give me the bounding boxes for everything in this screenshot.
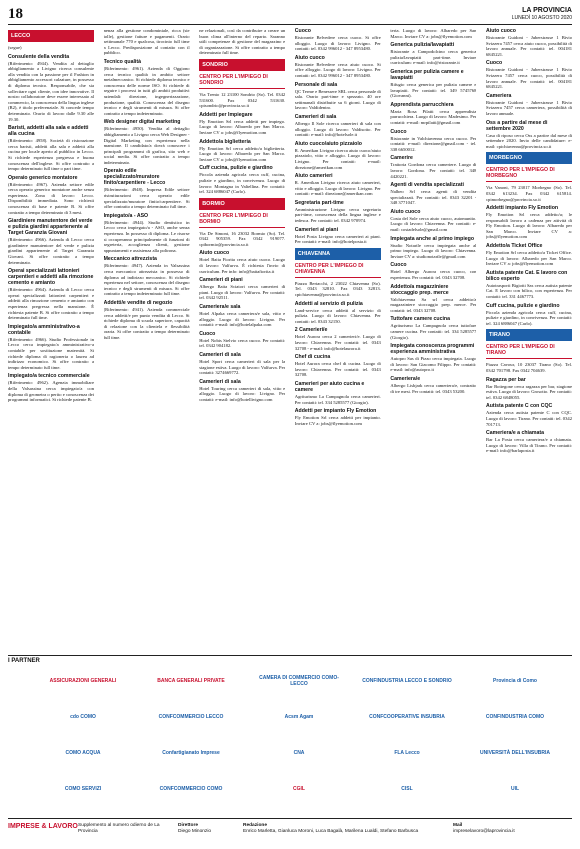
partner-logo: COMO ACQUA <box>65 750 101 756</box>
column-4 <box>295 28 381 651</box>
job-description: R. Amerikan Livigno ricerca aiuto camerieri, vitto e alloggio. Luogo di lavoro: Livigno. Per contatti: e-mail: direzione@amerikan.com <box>294 180 381 197</box>
job-title: Autista patente Cat. E lavoro con bilico esperto <box>486 269 568 282</box>
job-title: Cameriera/e a chiamata <box>486 430 544 437</box>
job-description: Ristorante Belvedere cerca cuoco. Si offre alloggio. Luogo di lavoro: Livigno. Per contatti: tel. 0342 996012 - 347 8953480. <box>294 35 381 52</box>
job-description: (Riferimento: 4966). Studio Professionale in Lecco cerca impiegato/a amministrativo-a contabile per sostituzione maternità. Si richiede diploma di ragioneria o laurea ad indirizzo economico. Si offre contratto a tempo determinato full time. <box>8 336 94 370</box>
job-description: Hotel Nobis Stelvio cerca cuoco. Per contatti: tel. 0342 904182. <box>199 337 286 349</box>
column-1 <box>8 28 94 651</box>
job-title: Cameriera/e sala <box>199 304 241 311</box>
job-description: Via De Simoni, 16 23032 Bormio (So). Tel. 0342 905359. Fax 0342 919077. cpibormio@provincia.so.it <box>199 230 286 247</box>
job-description: Piazza Bertacchi, 2 23022 Chiavenna (So). Tel. 0343 32810. Fax 0343 32813. cpichiavenna@provincia.so.it <box>294 280 381 298</box>
job-title: Cameriera/e <box>390 375 421 382</box>
job-title: Impiegato/a tecnico commerciale <box>8 373 90 380</box>
job-description: Piazza Cavour, 10 23037 Tirano (So). Tel. 0342 701798. Fax 0342 704639. <box>486 362 572 373</box>
partner-logo: cdo COMO <box>70 714 96 720</box>
job-title: Apprendista parrucchiera <box>390 101 454 108</box>
footer-editor: Enrico Marletta, Gianluca Moroni, Luca Bagalà, Marilena Lualdi, Stefano Barbusca <box>243 829 419 834</box>
footer-editor-label: Redazione <box>243 823 267 828</box>
employment-center-title: CENTRO PER L'IMPIEGO DI CHIAVENNA <box>294 262 364 275</box>
job-title: Ragazza per bar <box>486 376 526 383</box>
section-rule <box>199 88 285 89</box>
job-description: Hotel Sport cerca camerieri di sala per la stagione estiva. Luogo di lavoro: Valfurva. Per contatti: 3274669772. <box>199 359 286 376</box>
job-description: Agriturismo La Campagnola cerca camerieri. Per contatti: tel. 334 5285577 (Giorgio). <box>294 393 381 405</box>
job-description: (Riferimento: 4941). Azienda commerciale cerca addetti/e per punto vendita di Lecco. Si richiede diploma di scuola superiore, capacità di relazione con la clientela e flessibilità oraria. Si offre contratto a tempo determinato full time. <box>103 306 190 340</box>
job-title: Aiuto cuoco <box>486 28 516 34</box>
job-title: Addetti per Impiegare <box>199 111 253 118</box>
job-title: Web designer digital marketing <box>103 119 181 126</box>
job-title: Impiegata conoscenza programmi esperienza amministrativa <box>390 343 475 356</box>
job-title: Addetto/a Ticket Office <box>486 243 543 250</box>
job-description: Fly Emotion Srl cerca addetto/a Ticket Office. Luogo di lavoro: Albaredo per San Marco. Inviare CV a: jobs@flyemotion.com <box>486 250 572 267</box>
job-title: Addetti impianto Fly Emotion <box>486 205 559 212</box>
section-rule <box>295 277 381 278</box>
job-title: Cuoco <box>294 28 311 34</box>
partner-logo: CAMERA DI COMMERCIO COMO-LECCO <box>259 675 339 687</box>
job-description: (Riferimento: 4944). Vendita al dettaglio abbigliamento a Livigno ricerca consulente alla vendita con la passione per il Fashion in abbigliamento accessori calzature, in possesso di diploma tecnico. Responsabile, che sia sollecitare ogni cliente, con idee innovative. Il nostro collaboratore deve essere interessato al commercio, la conoscenza della lingua inglese (B2), è titolo preferenziale. Si concede tempo determinato. Orario di lavoro dalle 9.30 alle 19.30. <box>8 60 94 122</box>
job-title: Generica per pulizia camere e lavapiatti <box>390 68 464 81</box>
job-description: Via Trento 12 23100 Sondrio (So). Tel. 0342 531600. Fax 0342 531630. cpisondrio@provincia.so.it <box>199 91 286 109</box>
job-description: Hotel Aurora cerca 2 camerieri/e. Luogo di lavoro: Chiavenna. Per contatti: tel. 0343 32708 - e-mail: info@hotelaurora.it <box>294 334 381 351</box>
column-3 <box>199 28 285 651</box>
job-title: Camerieri ai piani <box>294 226 339 233</box>
partner-logo: Provincia di Como <box>493 678 537 684</box>
job-description: Land-service cerca addetti al servizio di pulizia. Luogo di lavoro: Chiavenna. Per contatti: tel. 0343 32150. <box>294 307 381 324</box>
job-title: 2 Camerieri/e <box>294 327 328 334</box>
job-title: Generica pulizia/lavapiatti <box>390 42 455 49</box>
job-title: Operai specializzati lattonieri carpentieri e addetti alla rimozione cemento e amianto <box>8 268 94 287</box>
job-title: Autista patente C con CQC <box>486 403 553 410</box>
job-description: (Riferimento: 4947). Azienda in Valsassina cerca meccanico attrezzista in possesso di diploma ad indirizzo meccanico. Si richiede esperienza nel settore, conoscenza del disegno tecnico e degli strumenti di misura. Si offre contratto a tempo indeterminato full time. <box>103 263 190 297</box>
job-description: Hotel Aurora cerca chef di cucina. Luogo di lavoro: Chiavenna. Per contatti: tel. 0343 32708. <box>294 361 381 378</box>
job-description: QC Terme e Benessere SRL cerca personale di sala. Orario part-time e spezzato. 40 ore settimanali distribuite su 6 giorni. Luogo di lavoro: Valdidentro. <box>294 88 381 111</box>
job-title: Addetti per impianto Fly Emotion <box>294 408 377 415</box>
job-title: Tecnico qualità <box>103 58 141 65</box>
job-description: nenza alla gestione condominiale, ricca (sie tolle), gestione fatture e pagamenti. Orario settimanale 770 e qualcosa, tirocinio full time a Lecco. Predisposizione al contatto con il pubblico. <box>103 28 190 56</box>
partner-logo: FLA Lecco <box>394 750 420 756</box>
footer-brand: IMPRESE & LAVORO <box>8 823 78 830</box>
section-banner: BORMIO <box>199 198 285 210</box>
job-description: Valchiavenna Sa srl cerca addetto/a magazziniere stoccaggio prep. merce. Per contatti: tel. 0343 32708. <box>390 296 477 313</box>
job-title: Addetto/a magazziniere stoccaggio prep. merce <box>390 283 449 296</box>
job-title: Addetti al servizio di pulizia <box>294 300 363 307</box>
partners-section <box>8 655 572 816</box>
newspaper-name: LA PROVINCIA <box>522 7 572 14</box>
footer-director-label: Direttore <box>178 823 198 828</box>
job-description: Via Vanoni, 79 23017 Morbegno (So). Tel. 0342 613234. Fax 0342 615814. cpimorbegno@provincia.so.it <box>486 185 572 202</box>
job-description: (Riferimento: 4948). Impresa Edile settore ristrutturazioni cerca operaio edile specializzato/muratore finito/carpentiere. Si offre contratto a tempo determinato full time. <box>103 187 190 210</box>
job-description: Ristorante Guidoni - Juberstrasse 1 Bivio Svizzera 7457 cerca cameriera, possibilità di lavoro annuale. <box>486 99 572 116</box>
job-title: Segretaria part-time <box>294 199 344 206</box>
job-description: Piccola azienda agricola cerca cuff, cucina, pulizie e giardino, in convivenza. Per contatti: tel. 324 6886047 (Carlo). <box>486 309 572 326</box>
section-banner: CHIAVENNA <box>295 248 381 260</box>
job-title: Consulente della vendita <box>8 53 70 60</box>
partners-title: I PARTNER <box>8 658 40 664</box>
partner-logo: Acsm Agam <box>284 714 314 720</box>
job-description: Agriturismo La Campagnola cerca tuttofare camere cucina. Per contatti: tel. 334 5285577 (Giorgio). <box>390 323 477 340</box>
section-banner: SONDRIO <box>199 59 285 71</box>
page-footer <box>8 818 572 845</box>
job-title: Camerieri di sala <box>199 352 241 358</box>
job-description: Amministrazione Livigno cerca segretaria part-time, conoscenza della lingua inglese e tedesca. Per contatti: tel. 0342 970974. <box>294 206 381 224</box>
section-banner: TIRANO <box>486 329 572 341</box>
job-title: Cuoco <box>390 262 407 269</box>
job-title: Impiegata anche al primo impiego <box>390 235 474 242</box>
job-title: Meccanico attrezzista <box>103 256 157 263</box>
partner-logo: CONFINDUSTRIA LECCO E SONDRIO <box>362 678 452 684</box>
job-description: (Riferimento: 4961). Azienda di Oggiono cerca tecnico qualità in ambito settore metalmeccanico. Si richiede diploma tecnico e conoscenza delle norme ISO. Si richiede di seguire i processi in tutti gli ambiti produttivi aziendali: direzione, ingegnerizzazione, produzione, qualità. Conoscenza del disegno tecnico e degli strumenti di misura. Si offre contratto a tempo indeterminato. <box>103 65 190 116</box>
partner-logo: CGIL <box>293 786 305 792</box>
job-title: Camerire <box>390 155 413 162</box>
job-description: R. Amerikan Livigno ricerca aiuto cuoco/aiuto pizzaiolo, vitto e alloggio. Luogo di lavoro: Livigno. Per contatti: e-mail: direzione@amerikan.com <box>294 147 381 170</box>
job-description: Ristorante Belvedere cerca aiuto cuoco. Si offre alloggio. Luogo di lavoro: Livigno. Per contatti: tel. 0342 996012 - 347 8953480. <box>294 61 381 78</box>
partner-logo: UNIVERSITÀ DELL'INSUBRIA <box>479 750 551 756</box>
job-description: Autopro Sas di Pizzo cerca impiegata. Luogo di lavoro: San Giacomo Filippo. Per contatti: e-mail: info@autopro.it <box>390 356 477 373</box>
job-title: Aiuto cuoco <box>199 250 230 257</box>
listings-columns <box>8 28 572 651</box>
job-title: Chef di cucina <box>294 354 331 361</box>
partner-logo: UIL <box>510 786 520 792</box>
job-description: Fly Emotion Srl cerca addetto/a; le responsabili lavoro a cadenza per attività di Fly Emotion. Luogo di lavoro: Albaredo per San Marco. Inviare CV a: jobs@flyemotion.com <box>486 212 572 240</box>
job-description: Studio Notarile cerca impiegata anche al primo impiego. Luogo di lavoro: Chiavenna. Inviare CV a: studionotarile@gmail.com <box>390 242 477 259</box>
section-banner: LECCO <box>8 30 94 42</box>
job-title: Oss a partire dal mese di settembre 2020 <box>486 119 548 132</box>
column-5 <box>390 28 476 651</box>
job-title: Cuoco <box>390 128 407 135</box>
job-title: Giardiniere manutentore del verde e pulizia giardini appartenente al Target Garanzia Giovani <box>8 218 93 237</box>
job-description: Maria Rosa Pilatti cerca apprendista parrucchiera. Luogo di lavoro: Madesimo. Per contatti: e-mail: mrpilatti@gmail.com <box>390 108 477 125</box>
partner-logo: BANCA GENERALI PRIVATE <box>157 678 225 684</box>
partner-logo: CNA <box>293 750 305 756</box>
job-description: (Riferimento: 4944). Studio dentistico in Lecco cerca impiegato/a - ASO, anche senza esperienza. In possesso di diploma. Le risorse si occuperanno principalmente di funzioni di segreteria, accoglienza clienti, gestione appuntamenti e assistenza alla poltrona. <box>103 219 190 253</box>
job-title: Personale di sala <box>294 81 338 88</box>
page-header <box>8 6 572 26</box>
job-description: Ristorante in Valchiavenna cerca cuoco. Per contatti: e-mail: direzione@gmail.com - tel. 338 6650012. <box>390 135 477 152</box>
job-title: Agenti di vendita specializzati <box>390 182 464 189</box>
job-title: Camerieri di sala <box>199 378 241 385</box>
job-description: teria. Luogo di lavoro: Albaredo per San Marco. Inviare CV a: jobs@flyemotion.com <box>390 28 477 39</box>
footer-director: Diego Minonzio <box>178 829 212 834</box>
footer-mail[interactable]: impreselavoro@laprovincia.it <box>453 829 515 834</box>
job-description: Autotrasporti Bigiotti Sas cerca autista patente Cat. E lavoro con bilico, con esperienza. Per contatti: tel. 331 4467773. <box>486 282 572 300</box>
job-description: (Riferimento: 4966). Azienda di Lecco cerca giardiniere manutentore del verde e pulizia giardini appartenente al Target Garanzia Giovani. Si offre contratto a tempo determinato. <box>8 237 94 265</box>
job-description: (Riferimento: 4964). Azienda di Lecco cerca operai specializzati lattonieri carpentieri e addetti alla rimozione cemento e amianto con esperienza pregressa nella mansione. È richiesta patente B. Si offre contratto a tempo determinato full time. <box>8 287 94 321</box>
job-description: Bar Bottegone cerca ragazza per bar, stagione estiva. Luogo di lavoro: Grosotto. Per contatti: tel. 0342 6848055. <box>486 383 572 400</box>
job-description: (Riferimento: 4962). Agenzia immobiliare della Valsassina cerca impiegato/a con diploma di geometra o perito e conoscenza dei programmi informatici. Si richiede patente B. <box>8 380 94 403</box>
footer-mail-label: Mail <box>453 823 463 828</box>
job-description: Trattoria Gordona cerca cameriere. Luogo di lavoro: Gordona. Per contatti: tel. 348 4420221. <box>390 162 477 179</box>
job-title: Aiuto cuoco <box>390 208 421 215</box>
job-title: Aiuto cuoco <box>294 54 325 61</box>
job-title: Aiuto cuoco/aiuto pizzaiolo <box>294 140 362 147</box>
job-description: Albergo Baita Sciatori cerca camerieri di piani. Luogo di lavoro: Valfurva. Per contatti: tel. 0342 92511. <box>199 284 286 301</box>
issue-date: LUNEDÌ 10 AGOSTO 2020 <box>511 15 572 21</box>
job-title: Operaio generico montatore <box>8 174 78 181</box>
job-title: Impiegato/a amministrativo-a contabile <box>8 323 80 336</box>
partner-logo: CISL <box>401 786 413 792</box>
column-6 <box>486 28 572 651</box>
partner-logo: ASSICURAZIONI GENERALI <box>49 678 117 684</box>
partner-logo: Confartigianato Imprese <box>162 750 220 756</box>
employment-center-title: CENTRO PER L'IMPIEGO DI BORMIO <box>199 212 268 225</box>
job-title: Cuoco <box>486 60 503 67</box>
employment-center-title: CENTRO PER L'IMPIEGO DI TIRANO <box>486 344 555 357</box>
partner-logo: CONFCOMMERCIO LECCO <box>158 714 224 720</box>
job-title: Addetto/a biglietteria <box>199 138 251 145</box>
page-number: 18 <box>8 6 23 22</box>
header-divider <box>8 24 572 25</box>
partner-logo: CONFCOMMERCIO COMO <box>159 786 223 792</box>
job-title: Impiegato/a - ASO <box>103 212 149 219</box>
job-description: Hotel Baita Fiorita cerca aiuto cuoco. Luogo di lavoro: Valfurva. È richiesta l'invio di curriculum. Per info: info@baitafiorita.it <box>199 257 286 274</box>
job-description: Piccola azienda agricola cerca cuff, cucina, pulizie e giardino, in convivenza. Luogo di lavoro: Montagna in Valtellina. Per contatti: tel. 324 6886047 (Carlo). <box>199 172 286 195</box>
job-description: (Riferimento: 4958). Società di ristorazione cerca baristi, addetti alla sala e addetti alla cucina per locale aperto al pubblico in Lecco. Si richiede esperienza pregressa e buona conoscenza dell'inglese. Si offre contratto a tempo determinato full time o part time. <box>8 138 94 172</box>
job-description: Fly Emotion Srl cerca addetto/a biglietteria. Luogo di lavoro: Albaredo per San Marco. Inviare CV a: jobs@flyemotion.com <box>199 145 286 162</box>
job-title: Aiuto camerieri <box>294 173 333 180</box>
job-title: Cuff cucina, pulizie e giardino <box>199 165 273 172</box>
job-description: Bar La Posta cerca cameriera/e a chiamata. Luogo di lavoro: Villa di Tirano. Per contatti: e-mail: info@barlaposta.it <box>486 437 572 454</box>
job-description: (Riferimento: 4967). Azienda settore edile cerca operaio generico montatore anche senza esperienza. Zona di lavoro: Lecco. Disponibilità immediata. Sono richiesti conoscenza di base e patente B. Si offre contratto a tempo determinato di 3 mesi. <box>8 181 94 215</box>
job-title: Tuttofare camere cucina <box>390 316 450 323</box>
column-2 <box>104 28 190 651</box>
job-description: Ristorante Guidoni - Juberstrasse 1 Bivio Svizzera 7457 cerca aiuto cuoco, possibilità di lavoro annuale. Per contatti: tel. 004181 6845221. <box>486 35 572 57</box>
employment-center-title: CENTRO PER L'IMPIEGO DI SONDRIO <box>199 73 268 86</box>
job-title: Cuoco <box>199 330 216 337</box>
job-description: Hotel Touring cerca camerieri di sala, vitto e alloggio. Luogo di lavoro: Livigno. Per contatti: e-mail: info@hotellivigno.com <box>199 385 286 402</box>
footer-supplement: Supplemento al numero odierno de La Provincia <box>78 823 160 834</box>
job-description: Hotel Alpaka cerca cameriera/e sala, vitto e alloggio. Luogo di lavoro: Livigno. Per contatti: e-mail: info@hotelalpaka.com <box>199 311 286 328</box>
job-description: Ristorante a Campodolcino cerca generica pulizia/lavapiatti part-time. Inviare curriculum: e-mail: info@ristorante.it <box>390 49 477 66</box>
job-title: Operaio edile specializzato/muratore finito/carpentiere - Lecco <box>103 168 166 187</box>
partner-logo: CONFCOOPERATIVE INSUBRIA <box>369 714 445 720</box>
job-title: Camerieri di sala <box>294 113 337 120</box>
job-description: Nalbeo Srl cerca agenti di vendita specializzati. Per contatti: tel. 0343 32201 - 348 3771047. <box>390 189 477 206</box>
job-description: Fly Emotion Srl cerca addetti per impianto. Inviare CV a: jobs@flyemotion.com <box>294 415 381 426</box>
job-title: Addetti/e vendite di negozio <box>103 299 173 306</box>
job-description: Hotel Posta Livigno cerca camerieri ai piani. Per contatti: e-mail: info@hotelposta.it <box>294 233 381 245</box>
job-description: Casa di riposo cerca Oss a partire dal mese di settembre 2020. Invio delle candidature: e-mail: cpichiavenna@provincia.so.it <box>486 132 572 149</box>
job-description: (Riferimento: 4950). Vendita al dettaglio abbigliamento a Livigno cerca Web Designer - Digital Marketing con esperienza nella mansione. Il candidato/a dovrà conoscere i principali programmi di grafica, sito web e social media. Si offre contratto a tempo indeterminato. <box>103 126 190 165</box>
job-description: Azienda cerca autista patente C con CQC. Luogo di lavoro: Tirano. Per contatti: tel. 0342 701713. <box>486 410 572 427</box>
job-title: Cameriera <box>486 92 512 99</box>
job-description: Ristorante Guidoni - Juberstrasse 1 Bivio Svizzera 7457 cerca cuoco, possibilità di lavoro annuale. Per contatti: tel. 004181 6845221. <box>486 67 572 90</box>
section-rule <box>199 227 285 228</box>
job-description: Costa del Sole cerca aiuto cuoco, automunito. Luogo di lavoro: Chiavenna. Per contatti: e-mail: costadelsole@gmail.com <box>390 215 477 233</box>
job-title: Camerieri per aiuto cucina e camere <box>294 380 365 393</box>
job-title: Cuff cucina, pulizie e giardino <box>486 302 560 309</box>
partner-logo: COMO SERVIZI <box>64 786 102 792</box>
partner-logo: CONFINDUSTRIA COMO <box>485 714 545 720</box>
job-description: Albergo Il Sole ricerca camerieri di sala con alloggio. Luogo di lavoro: Valdisotto. Per contatti: e-mail: info@hotelsole.it <box>294 120 381 138</box>
job-description: Rifugio cerca generica per pulizia camere e lavapiatti. Per contatti: tel. 349 5745768 (Giovanni). <box>390 81 477 99</box>
job-description: Fly Emotion Srl cerca addetti per impiego. Luogo di lavoro: Albaredo per San Marco. Inviare CV a: jobs@flyemotion.com <box>199 118 286 135</box>
job-description: Hotel Albergo Aurora cerca cuoco, con esperienza. Per contatti: tel. 0343 32708. <box>390 269 477 281</box>
job-description: (segue) <box>8 45 22 50</box>
job-description: ne relazionali, così da contribuire a creare un buon clima all'interno del reparto. Saranno utili competenze di gestione del magazzino e di organizzazione. Si offre contratto a tempo determinato full time. <box>199 28 286 56</box>
job-description: Albergo Lisbjark cerca cameriera/e, contratto di tre mesi. Per contatti: tel. 0343 53200. <box>390 382 477 394</box>
job-title: Baristi, addetti alla sala e addetti alla cucina <box>8 125 89 138</box>
job-title: Camerieri di piani <box>199 277 243 284</box>
section-banner: MORBEGNO <box>486 152 572 164</box>
section-rule <box>486 181 572 182</box>
employment-center-title: CENTRO PER L'IMPIEGO DI MORBEGNO <box>486 167 555 180</box>
section-rule <box>486 358 572 359</box>
